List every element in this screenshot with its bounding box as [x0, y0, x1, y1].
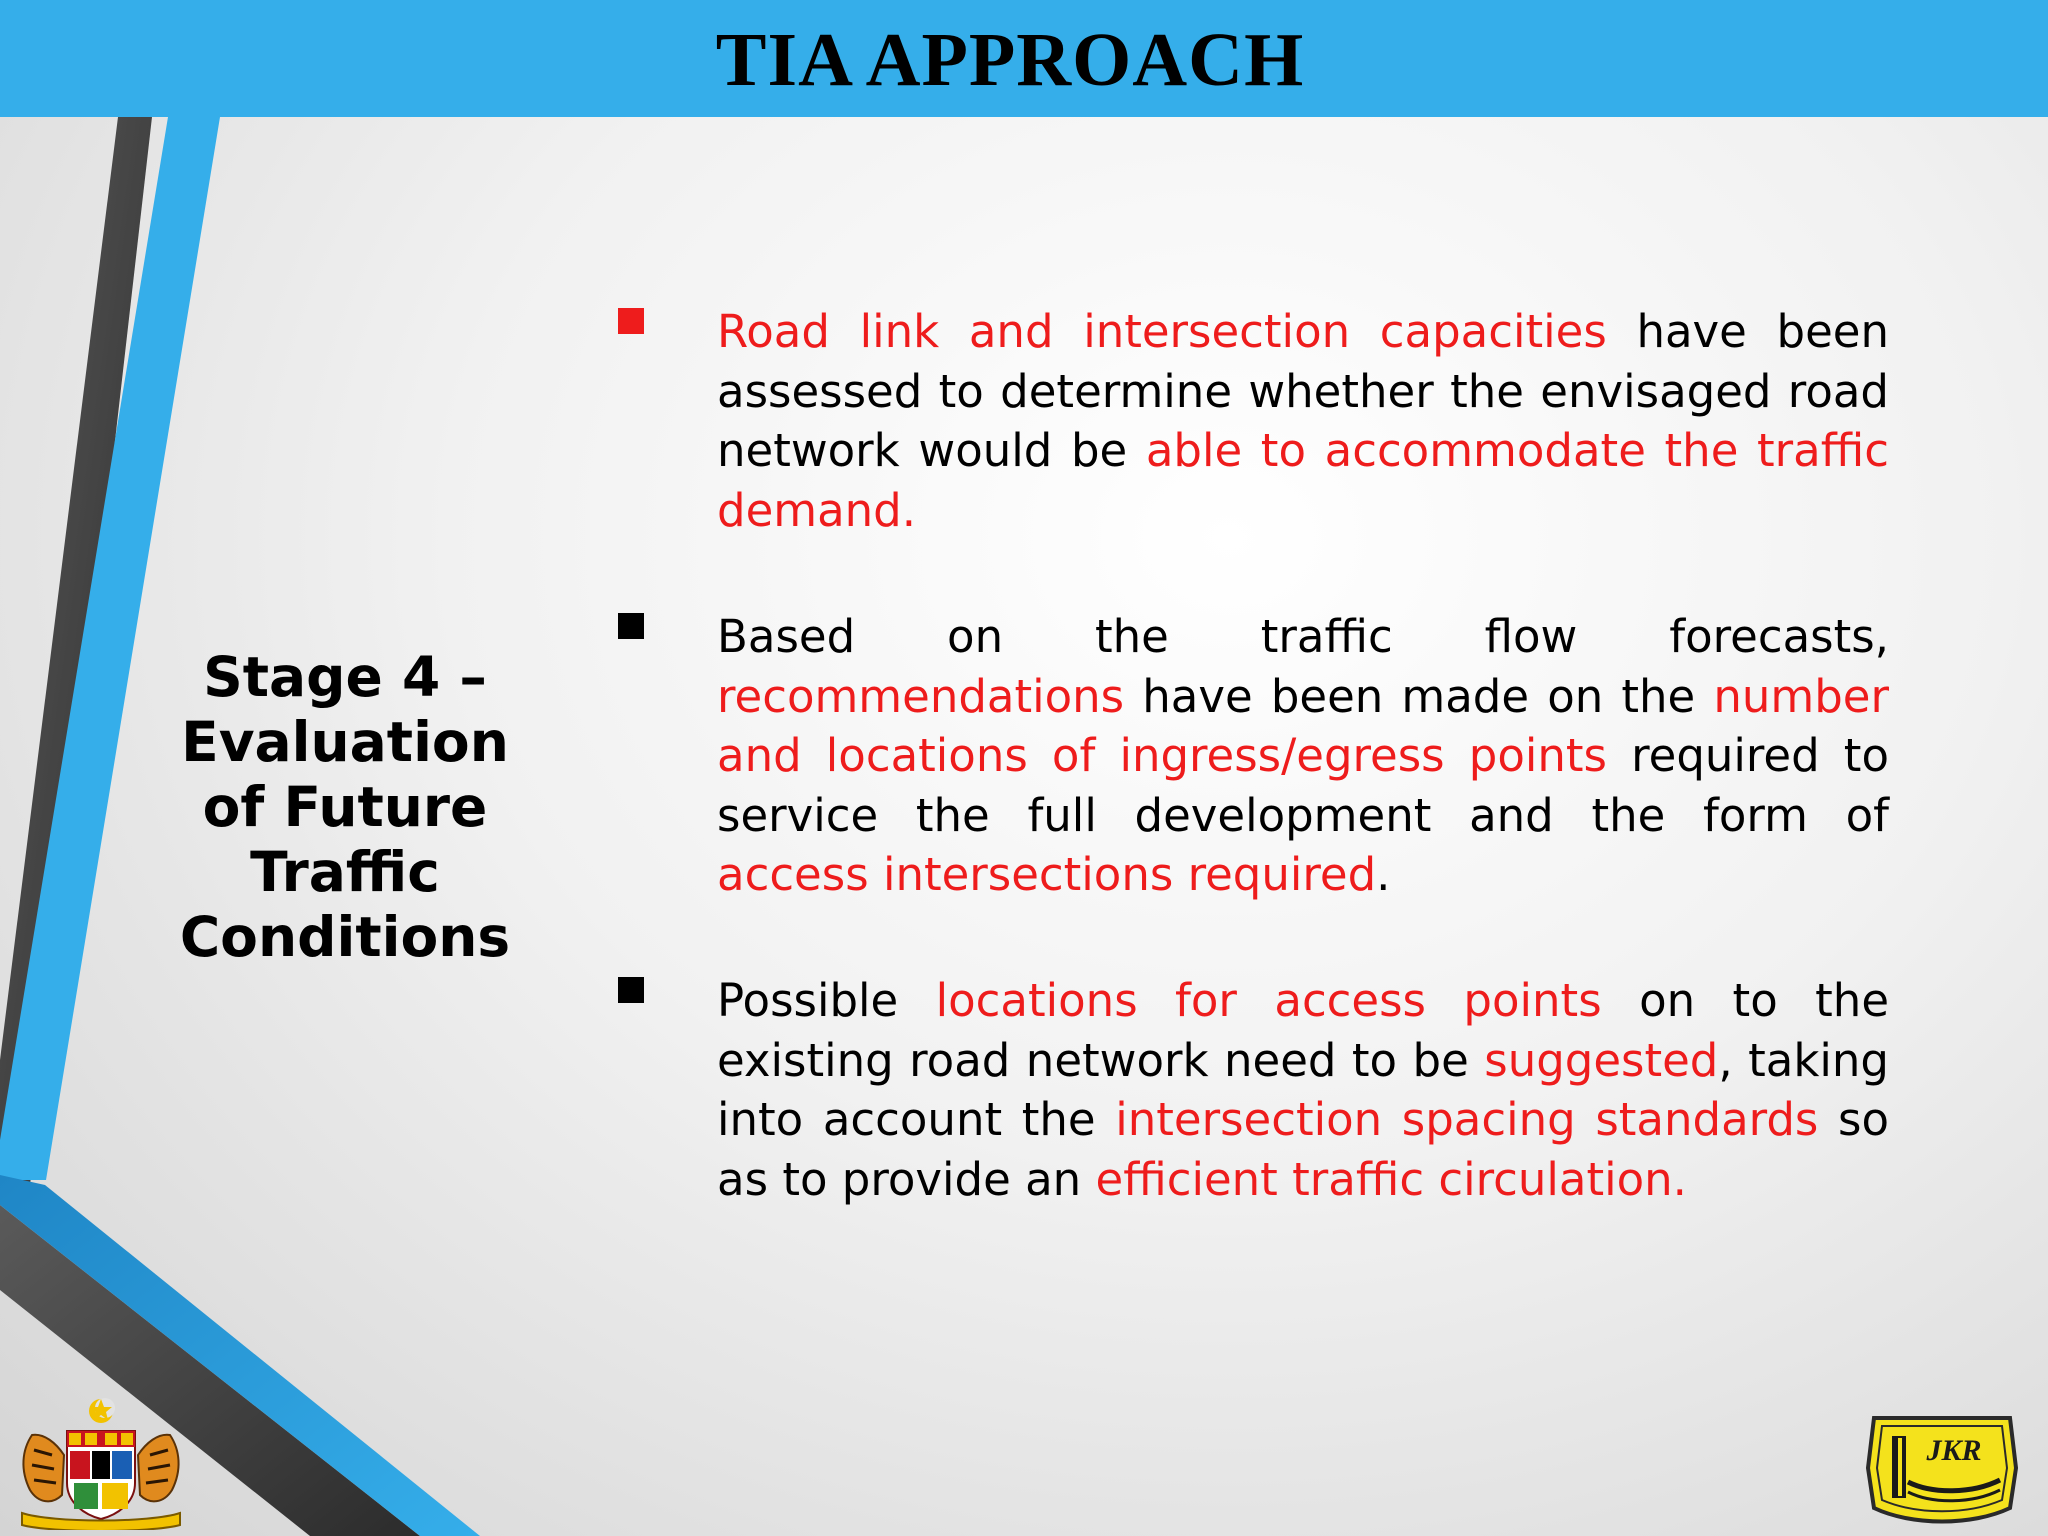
bullet-square-icon [618, 977, 644, 1003]
bullet-segment: Possible [717, 974, 936, 1027]
bullet-segment: have been assessed to determine whether the envisaged road network would be [717, 305, 1890, 477]
bullet-segment: . [1376, 848, 1391, 901]
bullet-segment: , taking into account the [717, 1033, 1889, 1146]
bullet-segment: required to service the full development and the form of [717, 729, 1889, 842]
bullet-segment: so as to provide an [717, 1093, 1889, 1206]
stage-heading-line: Evaluation [181, 710, 509, 774]
bullet-segment: number and locations of ingress/egress points [717, 669, 1889, 782]
jkr-logo-text: JKR [1926, 1434, 1982, 1467]
stage-heading-line: Traffic [250, 840, 440, 904]
bullet-segment: recommendations [717, 669, 1125, 723]
jkr-logo-icon [1862, 1408, 2022, 1528]
stage-heading-line: Stage 4 – [203, 645, 487, 709]
stage-heading-line: Conditions [179, 905, 511, 969]
bullet-paragraph [717, 971, 1889, 1209]
bullet-paragraph [717, 302, 1889, 540]
bullet-segment: Based on the traffic flow forecasts, [717, 610, 1889, 663]
bullet-segment: have been made on the [1124, 669, 1714, 723]
bullet-segment: able to accommodate the traffic demand. [717, 424, 1889, 537]
bullet-segment: on to the existing road network need to be [717, 974, 1889, 1087]
bullet-square-icon [618, 613, 644, 639]
bullet-segment: Road link and intersection capacities [717, 305, 1607, 358]
bullet-segment: access intersections required [717, 848, 1377, 901]
bullet-segment: locations for access points [935, 974, 1602, 1027]
coat-of-arms-icon [12, 1395, 190, 1530]
bullet-segment: suggested [1484, 1033, 1719, 1087]
stage-heading-line: of Future [202, 775, 488, 839]
slide-title: TIA APPROACH [715, 18, 1305, 102]
bullet-segment: intersection spacing standards [1115, 1093, 1819, 1146]
bullet-square-icon [618, 308, 644, 334]
bullet-paragraph [717, 607, 1889, 905]
bullet-segment: efficient traffic circulation. [1095, 1152, 1687, 1206]
